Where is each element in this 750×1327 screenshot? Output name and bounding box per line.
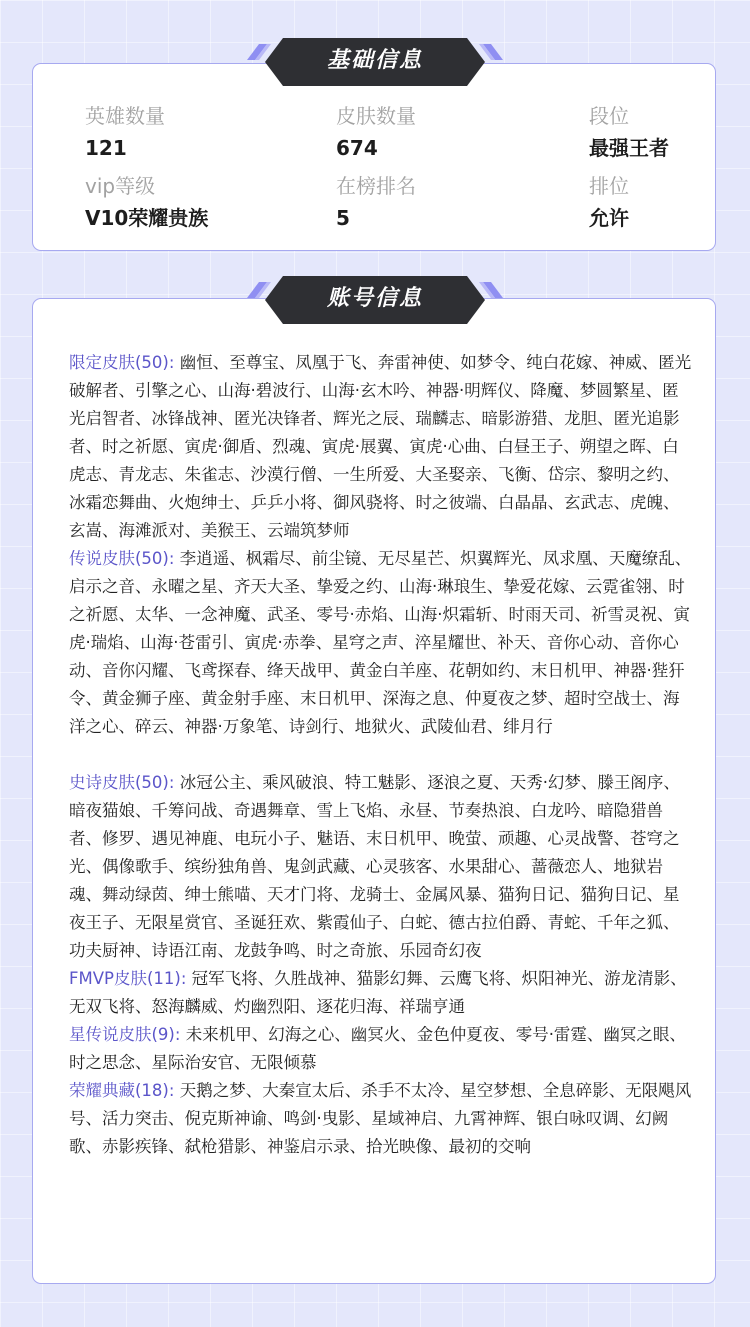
skin-list: [69, 349, 693, 1161]
ranked-allowed-label: 排位: [589, 174, 629, 198]
hero-count-value: 121: [85, 136, 127, 160]
star-legend-skins-paragraph: [69, 1021, 693, 1077]
ranked-allowed-value: 允许: [589, 206, 629, 230]
skin-count-value: 674: [336, 136, 378, 160]
fmvp-skins-paragraph: [69, 965, 693, 1021]
legend-skins-category: 传说皮肤(50):: [69, 549, 175, 568]
hero-count-field: [85, 102, 285, 162]
epic-skins-paragraph: [69, 769, 693, 965]
limited-skins-list: 幽恒、至尊宝、凤凰于飞、奔雷神使、如梦令、纯白花嫁、神威、匿光破解者、引擎之心、山海·碧波行、山海·玄木吟、神器·明辉仪、降魔、梦圆繁星、匿光启智者、冰锋战神、匿光决锋者、辉光之辰、瑞麟志、暗影游猎、龙胆、匿光追影者、时之祈愿、寅虎·御盾、烈魂、寅虎·展翼、寅虎·心曲、白昼王子、朔望之晖、白虎志、青龙志、朱雀志、沙漠行僧、一生所爱、大圣娶亲、飞衡、岱宗、黎明之约、冰霜恋舞曲、火炮绅士、乒乒小将、御风骁将、时之彼端、白晶晶、玄武志、虎魄、玄嵩、海滩派对、美猴王、云端筑梦师: [69, 353, 692, 540]
epic-skins-category: 史诗皮肤(50):: [69, 773, 175, 792]
legend-skins-list: 李逍遥、枫霜尽、前尘镜、无尽星芒、炽翼辉光、凤求凰、天魔缭乱、启示之音、永曜之星、齐天大圣、挚爱之约、山海·琳琅生、挚爱花嫁、云霓雀翎、时之祈愿、太华、一念神魔、武圣、零号·赤焰、山海·炽霜斩、时雨天司、祈雪灵祝、寅虎·瑞焰、山海·苍雷引、寅虎·赤拳、星穹之声、淬星耀世、补天、音你心动、音你心动、音你闪耀、飞鸢探春、绛天战甲、黄金白羊座、花朝如约、末日机甲、神器·狴犴令、黄金狮子座、黄金射手座、末日机甲、深海之息、仲夏夜之梦、超时空战士、海洋之心、碎云、神器·万象笔、诗剑行、地狱火、武陵仙君、绯月行: [69, 549, 692, 736]
glory-collection-list: 天鹅之梦、大秦宣太后、杀手不太冷、星空梦想、全息碎影、无限飓风号、活力突击、倪克斯神谕、鸣剑·曳影、星域神启、九霄神辉、银白咏叹调、幻阙歌、赤影疾锋、弑枪猎影、神鉴启示录、拾光映像、最初的交响: [69, 1081, 692, 1156]
rank-tier-label: 段位: [589, 104, 629, 128]
ranked-allowed-field: [589, 172, 750, 232]
account-info-title: 账号信息: [326, 286, 423, 311]
fmvp-skins-category: FMVP皮肤(11):: [69, 969, 187, 988]
vip-level-field: [85, 172, 285, 232]
glory-collection-category: 荣耀典藏(18):: [69, 1081, 175, 1100]
star-legend-skins-category: 星传说皮肤(9):: [69, 1025, 181, 1044]
basic-info-card: [32, 63, 716, 251]
section-spacer: [69, 741, 693, 769]
account-info-title-banner: [245, 276, 505, 324]
limited-skins-paragraph: [69, 349, 693, 545]
rank-tier-field: [589, 102, 750, 162]
vip-level-label: vip等级: [85, 174, 156, 198]
glory-collection-paragraph: [69, 1077, 693, 1161]
star-legend-skins-list: 未来机甲、幻海之心、幽冥火、金色仲夏夜、零号·雷霆、幽冥之眼、时之思念、星际治安官、无限倾慕: [69, 1025, 686, 1072]
fmvp-skins-list: 冠军飞将、久胜战神、猫影幻舞、云鹰飞将、炽阳神光、游龙清影、无双飞将、怒海麟威、灼幽烈阳、逐花归海、祥瑞亨通: [69, 969, 687, 1016]
leaderboard-rank-field: [336, 172, 536, 232]
leaderboard-rank-value: 5: [336, 206, 350, 230]
basic-info-title-banner: [245, 38, 505, 86]
vip-level-value: V10荣耀贵族: [85, 206, 209, 230]
hero-count-label: 英雄数量: [85, 104, 165, 128]
epic-skins-list: 冰冠公主、乘风破浪、特工魅影、逐浪之夏、天秀·幻梦、滕王阁序、暗夜猫娘、千筹问战、奇遇舞章、雪上飞焰、永昼、节奏热浪、白龙吟、暗隐猎兽者、修罗、遇见神鹿、电玩小子、魅语、末日机甲、晚萤、顽趣、心灵战警、苍穹之光、偶像歌手、缤纷独角兽、鬼剑武藏、心灵骇客、水果甜心、蔷薇恋人、地狱岩魂、舞动绿茵、绅士熊喵、天才门将、龙骑士、金属风暴、猫狗日记、猫狗日记、星夜王子、无限星赏官、圣诞狂欢、紫霞仙子、白蛇、德古拉伯爵、青蛇、千年之狐、功夫厨神、诗语江南、龙鼓争鸣、时之奇旅、乐园奇幻夜: [69, 773, 680, 960]
skin-count-label: 皮肤数量: [336, 104, 416, 128]
legend-skins-paragraph: [69, 545, 693, 741]
limited-skins-category: 限定皮肤(50):: [69, 353, 175, 372]
leaderboard-rank-label: 在榜排名: [336, 174, 416, 198]
basic-info-title: 基础信息: [326, 48, 423, 73]
rank-tier-value: 最强王者: [589, 136, 669, 160]
skin-count-field: [336, 102, 536, 162]
account-info-card: [32, 298, 716, 1284]
